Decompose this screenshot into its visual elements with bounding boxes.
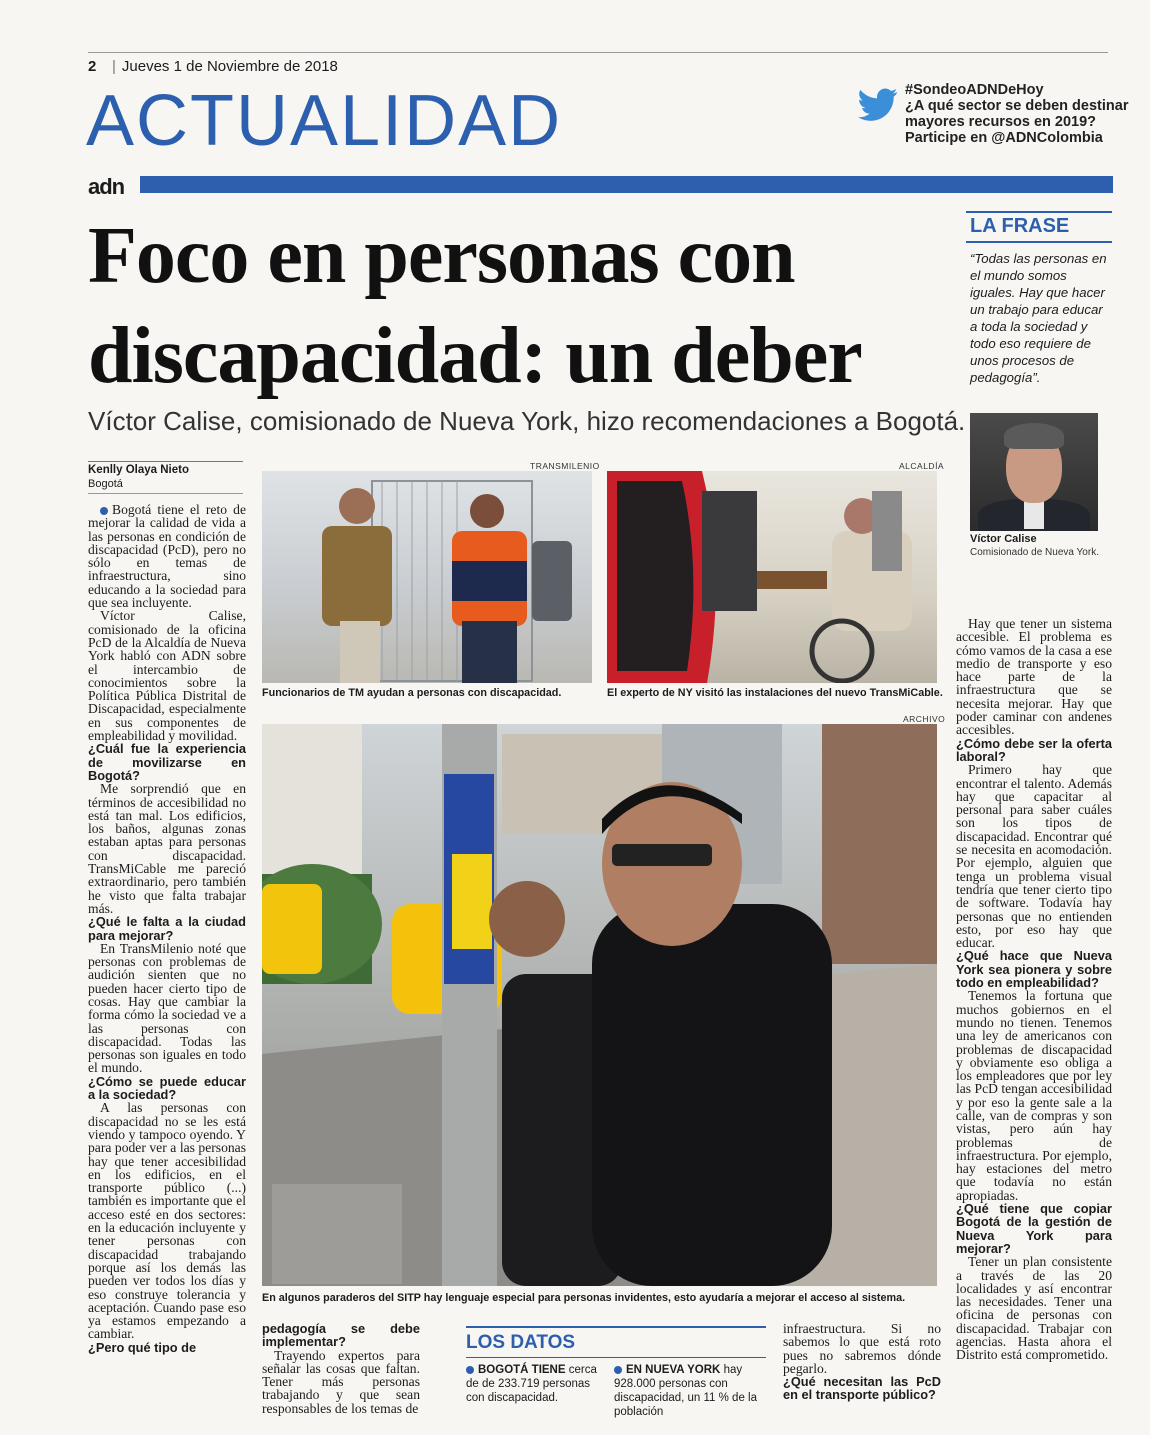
photo-transmilenio <box>262 471 592 683</box>
photo-credit: ALCALDÍA <box>899 461 945 471</box>
twitter-question-1: ¿A qué sector se deben destinar <box>905 98 1129 114</box>
paragraph: Tener un plan consistente a través de las 20 localidades y así encontrar las necesidades. Tener una oficina de personas con discapacidad. Trabajar con agencias. Hasta ahora el Distrito está comprometido. <box>956 1254 1112 1363</box>
bullet-icon <box>614 1364 626 1376</box>
photo-caption: El experto de NY visitó las instalaciones del nuevo TransMiCable. <box>607 687 943 699</box>
article-column-3 <box>783 1322 941 1402</box>
subheadline: Víctor Calise, comisionado de Nueva York, hizo recomendaciones a Bogotá. <box>88 406 966 436</box>
question: ¿Cuál fue la experiencia de movilizarse en Bogotá? <box>88 741 246 783</box>
frase-rule <box>966 241 1112 243</box>
top-rule <box>88 52 1108 53</box>
byline-city: Bogotá <box>88 478 123 490</box>
page-date: | Jueves 1 de Noviembre de 2018 <box>112 58 338 75</box>
paragraph: infraestructura. Si no sabemos lo que está roto pues no sabremos dónde pegarlo. <box>783 1321 941 1376</box>
headline-line-1: Foco en personas con <box>88 212 795 300</box>
frase-top-rule <box>966 211 1112 213</box>
dato-text: cerca de de 233.719 personas con discapacidad. <box>466 1364 597 1404</box>
twitter-handle[interactable]: Participe en @ADNColombia <box>905 130 1103 146</box>
byline-rule-bottom <box>88 493 243 494</box>
byline-author: Kenlly Olaya Nieto <box>88 464 189 476</box>
headline-line-2: discapacidad: un deber <box>88 312 862 400</box>
dato-bogota <box>466 1363 606 1405</box>
frase-title: LA FRASE <box>970 215 1070 237</box>
paragraph: Trayendo expertos para señalar las cosas que faltan. Tener más personas trabajando y que sean responsables de los temas de <box>262 1347 420 1416</box>
bullet-icon <box>466 1364 478 1376</box>
twitter-hashtag[interactable]: #SondeoADNDeHoy <box>905 82 1044 98</box>
byline-rule <box>88 461 243 462</box>
page-number: 2 <box>88 58 97 75</box>
twitter-bird-icon <box>858 88 898 122</box>
portrait-photo <box>970 413 1098 531</box>
paragraph: Hay que tener un sistema accesible. El problema es cómo vamos de la casa a ese medio de transporte y eso hace parte de la infraestructura que se necesita mejorar. Hay que poder caminar con andenes accesibles. <box>956 616 1112 738</box>
dato-lead: BOGOTÁ TIENE <box>478 1364 566 1376</box>
photo-credit: ARCHIVO <box>903 714 946 724</box>
paragraph: Me sorprendió que en términos de accesibilidad no está tan mal. Los edificios, los baños, algunas zonas estaban aptas para personas con discapacidad. TransMiCable me pareció extraordinario, pero también he visto que falta trabajar más. <box>88 781 246 916</box>
frase-quote: “Todas las personas en el mundo somos iguales. Hay que hacer un trabajo para educar a toda la sociedad y todo eso requiere de unos procesos de pedagogía”. <box>970 251 1107 385</box>
article-column-1 <box>88 503 246 1354</box>
paragraph: Primero hay que encontrar el talento. Además hay que capacitar al personal para saber cuáles son los tipos de discapacidad. Encontrar qué se necesita en acomodación. Por ejemplo, alguien que tenga un problema visual tendría que tener cierto tipo de software. Todavía hay personas que no entienden esto, por eso hay que educar. <box>956 762 1112 951</box>
datos-rule <box>466 1357 766 1358</box>
dato-nueva-york <box>614 1363 764 1419</box>
question: ¿Qué hace que Nueva York sea pionera y sobre todo en empleabilidad? <box>956 948 1112 991</box>
photo-caption: En algunos paraderos del SITP hay lenguaje especial para personas invidentes, esto ayudaría a mejorar el acceso al sistema. <box>262 1292 906 1304</box>
photo-credit: TRANSMILENIO <box>530 461 600 471</box>
portrait-name: Víctor Calise <box>970 533 1037 545</box>
paragraph: A las personas con discapacidad no se les está viendo y tampoco oyendo. Y para poder ver a las personas hay que tener accesibilidad en los edificios, en el transporte público (...) también es importante que el acceso esté en dos sectores: en la educación incluyente y tener personas con discapacidad trabajando porque así los demás las pueden ver todos los días y eso construye tolerancia y aceptación. Cuando pase eso ya estamos empezando a cambiar. <box>88 1100 246 1342</box>
photo-transmicable <box>607 471 937 683</box>
photo-caption: Funcionarios de TM ayudan a personas con discapacidad. <box>262 687 562 699</box>
question: ¿Pero qué tipo de <box>88 1339 197 1355</box>
datos-top-rule <box>466 1326 766 1328</box>
twitter-poll <box>905 82 1129 146</box>
portrait-role: Comisionado de Nueva York. <box>970 547 1099 558</box>
question: ¿Qué tiene que copiar Bogotá de la gestión de Nueva York para mejorar? <box>956 1201 1112 1256</box>
question: ¿Qué necesitan las PcD en el transporte público? <box>783 1374 941 1403</box>
paragraph: Víctor Calise, comisionado de la oficina PcD de la Alcaldía de Nueva York habló con ADN sobre el intercambio de conocimientos sobre la Política Pública Distrital de Discapacidad, especialmente en sus componentes de empleabilidad y movilidad. <box>88 608 246 744</box>
question: pedagogía se debe implementar? <box>262 1321 420 1350</box>
twitter-question-2: mayores recursos en 2019? <box>905 114 1097 130</box>
datos-title: LOS DATOS <box>466 1332 576 1353</box>
question: ¿Cómo debe ser la oferta laboral? <box>956 735 1112 764</box>
dato-text: hay 928.000 personas con discapacidad, un 11 % de la población <box>614 1364 757 1418</box>
paragraph: Tenemos la fortuna que muchos gobiernos en el mundo no tienen. Tenemos una ley de americanos con problemas de discapacidad y obviamente eso obliga a los empleadores que por ley las PcD tengan accesibilidad y por eso la gente sale a la calle, van de compras y son vistas, pero aún hay problemas de infraestructura. Por ejemplo, hay estaciones del metro que todavía no están apropiadas. <box>956 988 1112 1203</box>
article-column-right <box>956 617 1112 1362</box>
photo-sitp-stop <box>262 724 937 1286</box>
paragraph: Bogotá tiene el reto de mejorar la calidad de vida a las personas en condición de discapacidad (PcD), pero no sólo en temas de infraestructura, sino educando a la sociedad para que sea incluyente. <box>88 502 246 611</box>
brand-logo: adn <box>88 174 125 199</box>
brand-bar <box>140 176 1113 193</box>
headline <box>88 206 958 406</box>
dato-lead: EN NUEVA YORK <box>626 1364 721 1376</box>
paragraph: En TransMilenio noté que personas con problemas de audición sienten que no pueden hacer cierto tipo de cosas. Hay que cambiar la forma cómo la sociedad ve a las personas con discapacidad. Todas las personas son iguales en todo el mundo. <box>88 940 246 1076</box>
article-column-2 <box>262 1322 420 1415</box>
question: ¿Cómo se puede educar a la sociedad? <box>88 1073 246 1103</box>
section-title: ACTUALIDAD <box>86 81 563 161</box>
question: ¿Qué le falta a la ciudad para mejorar? <box>88 914 246 943</box>
